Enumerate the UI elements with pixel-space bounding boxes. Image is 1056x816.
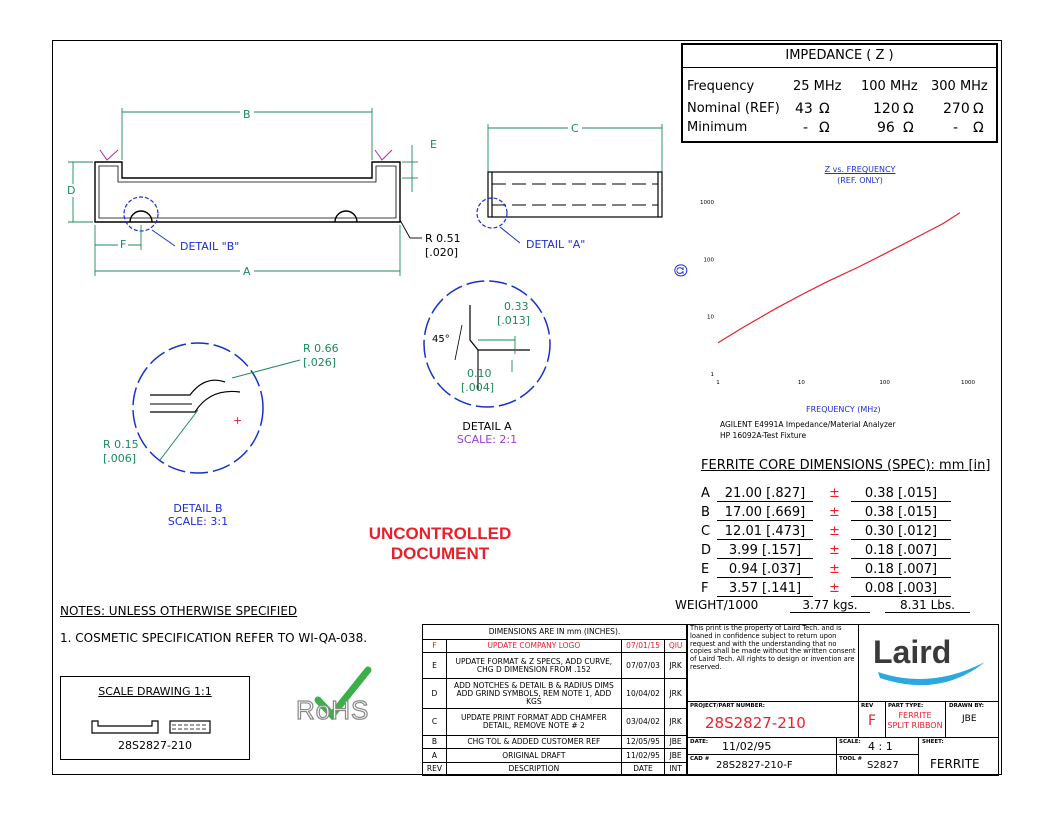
rev-value: F — [868, 713, 877, 729]
dim-label-e: E — [430, 138, 437, 151]
drawn-by-label: DRAWN BY: — [949, 703, 984, 709]
top-view — [488, 172, 662, 217]
stamp-line1: UNCONTROLLED — [368, 524, 512, 543]
part-number: 28S2827-210 — [705, 714, 806, 732]
chart-subtitle: (REF. ONLY) — [837, 176, 883, 185]
plus-minus: ± — [829, 486, 840, 501]
radius-main-in: [.020] — [425, 246, 459, 259]
detail-b-callout: DETAIL "B" — [180, 240, 240, 253]
sheet-label: SHEET: — [922, 739, 944, 745]
laird-logo: Laird — [873, 634, 952, 670]
title-divider — [687, 701, 999, 702]
ferrite-tolerance: 0.38 [.015] — [851, 505, 951, 521]
detail-b-r2-in: [.006] — [103, 452, 137, 465]
stamp-line2: DOCUMENT — [390, 544, 490, 563]
date-cell: 07/07/03 — [621, 652, 664, 679]
chart-y-tick: 10 — [707, 314, 714, 321]
plus-minus: ± — [829, 543, 840, 558]
chart-xlabel: FREQUENCY (MHz) — [806, 405, 881, 414]
ohm-unit: Ω — [819, 101, 830, 117]
impedance-minimum-25: - — [803, 120, 809, 136]
detail-b-r2-label — [103, 438, 139, 466]
dim-label-d: D — [67, 184, 76, 197]
ferrite-nominal: 17.00 [.669] — [717, 505, 813, 521]
impedance-nominal-100: 120 — [873, 101, 900, 117]
ohm-unit: Ω — [973, 101, 984, 117]
impedance-chart — [690, 190, 990, 400]
ferrite-label: F — [701, 581, 709, 596]
detail-a-d1-mm: 0.33 — [504, 300, 529, 313]
revision-table — [422, 624, 687, 776]
ferrite-label: A — [701, 486, 710, 501]
detail-a-d2-mm: 0.10 — [467, 367, 492, 380]
revision-row — [423, 709, 687, 736]
detail-a-title-block — [437, 420, 537, 446]
ferrite-tolerance: 0.18 [.007] — [851, 543, 951, 559]
revision-table-title: DIMENSIONS ARE IN mm (INCHES). — [423, 625, 687, 640]
impedance-header-25: 25 MHz — [793, 79, 842, 94]
dim-label-f: F — [120, 238, 127, 251]
revision-row — [423, 679, 687, 709]
radius-main-mm: R 0.51 — [425, 232, 461, 245]
scale-value: 4 : 1 — [868, 740, 893, 753]
scale-drawing-part: 28S2827-210 — [118, 739, 192, 752]
date-cell: 07/01/15 — [621, 639, 664, 652]
impedance-nominal-25: 43 — [795, 101, 813, 117]
desc-cell: UPDATE PRINT FORMAT ADD CHAMFER DETAIL, REMOVE NOTE # 2 — [446, 709, 621, 736]
revision-row — [423, 639, 687, 652]
detail-b-title-block — [150, 502, 246, 528]
int-cell: JRK — [665, 679, 687, 709]
ferrite-label: E — [701, 562, 710, 577]
part-type-label: PART TYPE: — [888, 703, 924, 709]
ferrite-nominal: 3.99 [.157] — [717, 543, 813, 559]
date-cell: 10/04/02 — [621, 679, 664, 709]
tool-label: TOOL # — [839, 756, 863, 762]
impedance-minimum-100: 96 — [877, 120, 895, 136]
ohm-unit: Ω — [903, 101, 914, 117]
rev-cell: E — [423, 652, 447, 679]
int-cell: JRK — [665, 709, 687, 736]
rev-label: REV — [861, 703, 874, 709]
ohm-unit: Ω — [973, 120, 984, 136]
weight-lbs: 8.31 Lbs. — [885, 598, 970, 613]
detail-b-title: DETAIL B — [173, 502, 223, 515]
date-cell: 11/02/95 — [621, 749, 664, 762]
chart-y-tick: 100 — [703, 257, 714, 264]
ohm-unit: Ω — [819, 120, 830, 136]
revision-row — [423, 652, 687, 679]
title-block-notice: This print is the property of Laird Tech. and is loaned in confidence subject to return upon request and with the understanding that no copies shall be made without the written consent of Laird Tech. All rights to design or invention are reserved. — [690, 624, 856, 671]
dim-label-b: B — [240, 108, 254, 121]
grind-symbol-icon — [100, 150, 392, 160]
plus-minus: ± — [829, 562, 840, 577]
scale-drawing-title: SCALE DRAWING 1:1 — [98, 685, 212, 698]
chart-title: Z vs. FREQUENCY — [824, 165, 896, 174]
chart-title-block — [790, 164, 930, 186]
int-cell: JBE — [665, 749, 687, 762]
dim-label-c: C — [568, 122, 582, 135]
scale-label: SCALE: — [839, 739, 861, 745]
rev-cell: F — [423, 639, 447, 652]
chart-y-tick: 1 — [710, 372, 714, 378]
dim-label-a: A — [240, 265, 254, 278]
desc-cell: ADD NOTCHES & DETAIL B & RADIUS DIMS ADD GRIND SYMBOLS, REM NOTE 1, ADD KGS — [446, 679, 621, 709]
int-cell: JRK — [665, 652, 687, 679]
impedance-table — [681, 43, 998, 143]
ferrite-dims-title: FERRITE CORE DIMENSIONS (SPEC): mm [in] — [701, 458, 991, 473]
impedance-minimum-label: Minimum — [687, 120, 748, 135]
desc-col-header: DESCRIPTION — [446, 762, 621, 775]
detail-b-r1-in: [.026] — [303, 356, 337, 369]
notes-title: NOTES: UNLESS OTHERWISE SPECIFIED — [60, 604, 298, 618]
detail-a-d2-label — [461, 367, 494, 395]
date-col-header: DATE — [621, 762, 664, 775]
date-value: 11/02/95 — [722, 740, 772, 753]
ferrite-tolerance: 0.08 [.003] — [851, 581, 951, 597]
chart-notes — [720, 419, 896, 441]
detail-a-callout: DETAIL "A" — [526, 238, 586, 251]
radius-main-label — [425, 232, 461, 260]
notes-item-1: 1. COSMETIC SPECIFICATION REFER TO WI-QA-038. — [60, 631, 368, 645]
date-cell: 12/05/95 — [621, 735, 664, 748]
plus-minus: ± — [829, 524, 840, 539]
cad-label: CAD # — [690, 756, 710, 762]
chart-note-analyzer: AGILENT E4991A Impedance/Material Analyzer — [720, 420, 896, 429]
rev-cell: D — [423, 679, 447, 709]
int-cell: QIU — [665, 639, 687, 652]
chart-x-tick: 100 — [879, 380, 890, 386]
detail-a-scale: SCALE: 2:1 — [456, 433, 518, 446]
title-divider-h2 — [687, 737, 999, 738]
detail-b-r1-label — [303, 342, 339, 370]
ferrite-label: C — [701, 524, 711, 539]
drawn-by-value: JBE — [962, 714, 977, 724]
impedance-header-freq: Frequency — [687, 79, 755, 94]
ferrite-tolerance: 0.30 [.012] — [851, 524, 951, 540]
ferrite-nominal: 12.01 [.473] — [717, 524, 813, 540]
weight-kgs: 3.77 kgs. — [790, 598, 870, 613]
title-divider-v6 — [918, 737, 919, 776]
detail-a-d2-in: [.004] — [461, 381, 495, 394]
title-divider-v — [858, 624, 859, 702]
chart-note-fixture: HP 16092A-Test Fixture — [720, 431, 807, 440]
impedance-nominal-label: Nominal (REF) — [687, 101, 780, 116]
impedance-title: IMPEDANCE ( Z ) — [683, 45, 996, 68]
uncontrolled-stamp — [360, 524, 520, 564]
rohs-logo: RoHS — [296, 695, 370, 725]
rev-col-header: REV — [423, 762, 447, 775]
cad-value: 28S2827-210-F — [716, 760, 793, 771]
title-divider-v4 — [945, 701, 946, 737]
impedance-minimum-300: - — [953, 120, 959, 136]
ferrite-tolerance: 0.18 [.007] — [851, 562, 951, 578]
detail-a-d1-in: [.013] — [497, 314, 531, 327]
side-view — [95, 162, 400, 222]
int-cell: JBE — [665, 735, 687, 748]
rev-cell: B — [423, 735, 447, 748]
date-cell: 03/04/02 — [621, 709, 664, 736]
impedance-header-300: 300 MHz — [931, 79, 988, 94]
desc-cell: UPDATE FORMAT & Z SPECS, ADD CURVE, CHG D DIMENSION FROM .152 — [446, 652, 621, 679]
title-divider-v5 — [836, 737, 837, 776]
ferrite-label: D — [701, 543, 712, 558]
chart-series-line — [718, 213, 960, 343]
plus-minus: ± — [829, 581, 840, 596]
detail-b-r2-mm: R 0.15 — [103, 438, 139, 451]
impedance-header-100: 100 MHz — [861, 79, 918, 94]
int-col-header: INT — [665, 762, 687, 775]
project-label: PROJECT/PART NUMBER: — [690, 703, 765, 709]
detail-a-d1-label — [497, 300, 530, 328]
weight-label: WEIGHT/1000 — [675, 598, 759, 612]
rev-cell: C — [423, 709, 447, 736]
title-divider-h3 — [687, 754, 918, 755]
rev-cell: A — [423, 749, 447, 762]
chart-ylabel: Ω — [675, 266, 687, 275]
desc-cell: UPDATE COMPANY LOGO — [446, 639, 621, 652]
impedance-nominal-300: 270 — [943, 101, 970, 117]
title-divider-v3 — [885, 701, 886, 737]
ferrite-nominal: 3.57 [.141] — [717, 581, 813, 597]
desc-cell: ORIGINAL DRAFT — [446, 749, 621, 762]
chart-x-tick: 1000 — [961, 380, 975, 386]
plus-minus: ± — [829, 505, 840, 520]
ferrite-tolerance: 0.38 [.015] — [851, 486, 951, 502]
material-value: FERRITE — [930, 757, 980, 771]
chart-y-tick: 1000 — [700, 200, 714, 206]
detail-b-r1-mm: R 0.66 — [303, 342, 339, 355]
revision-row — [423, 749, 687, 762]
detail-a-angle: 45° — [432, 334, 450, 345]
title-divider-v2 — [858, 701, 859, 737]
ferrite-nominal: 0.94 [.037] — [717, 562, 813, 578]
scale-drawing-box — [60, 676, 250, 760]
ferrite-label: B — [701, 505, 710, 520]
desc-cell: CHG TOL & ADDED CUSTOMER REF — [446, 735, 621, 748]
revision-row — [423, 735, 687, 748]
tool-value: S2827 — [867, 760, 899, 771]
svg-text:+: + — [233, 414, 243, 427]
detail-a-title: DETAIL A — [462, 420, 512, 433]
chart-x-tick: 10 — [797, 380, 805, 386]
chart-x-tick: 1 — [716, 380, 720, 386]
ferrite-nominal: 21.00 [.827] — [717, 486, 813, 502]
date-label: DATE: — [690, 739, 709, 745]
ohm-unit: Ω — [903, 120, 914, 136]
detail-b-scale: SCALE: 3:1 — [167, 515, 229, 528]
detail-b-view — [133, 343, 300, 473]
part-type-value: FERRITE SPLIT RIBBON — [887, 711, 943, 730]
